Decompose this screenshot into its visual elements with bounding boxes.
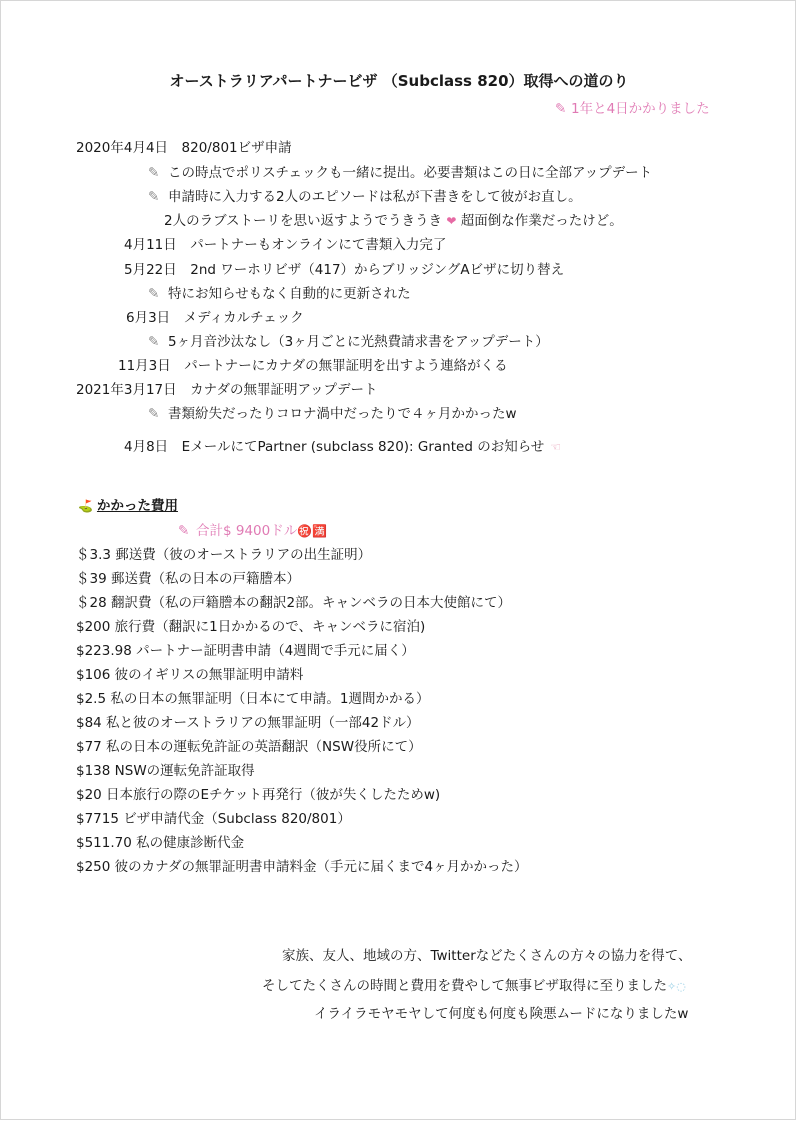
pencil-icon: ✎: [178, 523, 190, 539]
cost-item: $20 日本旅行の際のEチケット再発行（彼が失くしたためw): [76, 787, 441, 803]
pencil-icon: ✎: [148, 165, 160, 181]
pencil-icon: ✎: [555, 101, 567, 117]
subtitle-text: 1年と4日かかりました: [571, 101, 710, 117]
timeline-entry: 2021年3月17日 カナダの無罪証明アップデート: [76, 382, 378, 398]
timeline-note: ✎ 特にお知らせもなく自動的に更新された: [148, 286, 411, 302]
timeline-entry: 6月3日 メディカルチェック: [126, 310, 304, 326]
timeline-entry: 5月22日 2nd ワーホリビザ（417）からブリッジングAビザに切り替え: [124, 262, 565, 278]
timeline-note: ✎ 書類紛失だったりコロナ渦中だったりで４ヶ月かかったw: [148, 406, 517, 422]
cost-item: $138 NSWの運転免許証取得: [76, 763, 255, 779]
timeline-entry: 11月3日 パートナーにカナダの無罪証明を出すよう連絡がくる: [118, 358, 508, 374]
cost-item: $511.70 私の健康診断代金: [76, 835, 245, 851]
cost-item: $77 私の日本の運転免許証の英語翻訳（NSW役所にて）: [76, 739, 422, 755]
timeline-note: 2人のラブストーリを思い返すようでうきうき ❤ 超面倒な作業だったけど。: [164, 213, 623, 229]
cost-item: $106 彼のイギリスの無罪証明申請料: [76, 667, 304, 683]
timeline-note: ✎ 5ヶ月音沙汰なし（3ヶ月ごとに光熱費請求書をアップデート）: [148, 334, 549, 350]
closing-line: イライラモヤモヤして何度も何度も険悪ムードになりましたw: [314, 1006, 689, 1022]
pointing-hand-icon: ☜: [550, 440, 562, 454]
pencil-icon: ✎: [148, 406, 160, 422]
cost-item: $200 旅行費（翻訳に1日かかるので、キャンベラに宿泊): [76, 619, 426, 635]
cost-item: $7715 ビザ申請代金（Subclass 820/801）: [76, 811, 351, 827]
document-subtitle: [555, 97, 710, 117]
document-title: オーストラリアパートナービザ （Subclass 820）取得への道のり: [169, 72, 629, 90]
pencil-icon: ✎: [148, 286, 160, 302]
timeline-entry: 2020年4月4日 820/801ビザ申請: [76, 140, 292, 156]
sparkle-icon: ✧◌: [667, 980, 686, 993]
heart-icon: ❤: [446, 214, 457, 228]
cost-item: $223.98 パートナー証明書申請（4週間で手元に届く）: [76, 643, 415, 659]
cost-item: $250 彼のカナダの無罪証明書申請料金（手元に届くまで4ヶ月かかった）: [76, 859, 528, 875]
cost-item: ＄3.3 郵送費（彼のオーストラリアの出生証明）: [76, 547, 372, 563]
flag-icon: ⛳: [78, 499, 93, 513]
costs-heading: ⛳ かかった費用: [78, 498, 178, 514]
timeline-entry: 4月8日 EメールにてPartner (subclass 820): Granted のお知らせ ☜: [124, 439, 562, 455]
cost-item: ＄39 郵送費（私の日本の戸籍謄本）: [76, 571, 300, 587]
pencil-icon: ✎: [148, 189, 160, 205]
cost-item: $2.5 私の日本の無罪証明（日本にて申請。1週間かかる）: [76, 691, 430, 707]
costs-total: ✎ 合計$ 9400ドル㊗️🈵: [178, 523, 328, 539]
timeline-entry: 4月11日 パートナーもオンラインにて書類入力完了: [124, 237, 447, 253]
timeline-note: ✎ 申請時に入力する2人のエピソードは私が下書きをして彼がお直し。: [148, 189, 582, 205]
pencil-icon: ✎: [148, 334, 160, 350]
total-emoji: ㊗️🈵: [297, 524, 328, 538]
cost-item: $84 私と彼のオーストラリアの無罪証明（一部42ドル）: [76, 715, 420, 731]
closing-line: そしてたくさんの時間と費用を費やして無事ビザ取得に至りました✧◌: [262, 978, 686, 994]
closing-line: 家族、友人、地域の方、Twitterなどたくさんの方々の協力を得て、: [282, 948, 692, 964]
timeline-note: ✎ この時点でポリスチェックも一緒に提出。必要書類はこの日に全部アップデート: [148, 165, 653, 181]
cost-item: ＄28 翻訳費（私の戸籍謄本の翻訳2部。キャンベラの日本大使館にて）: [76, 595, 512, 611]
